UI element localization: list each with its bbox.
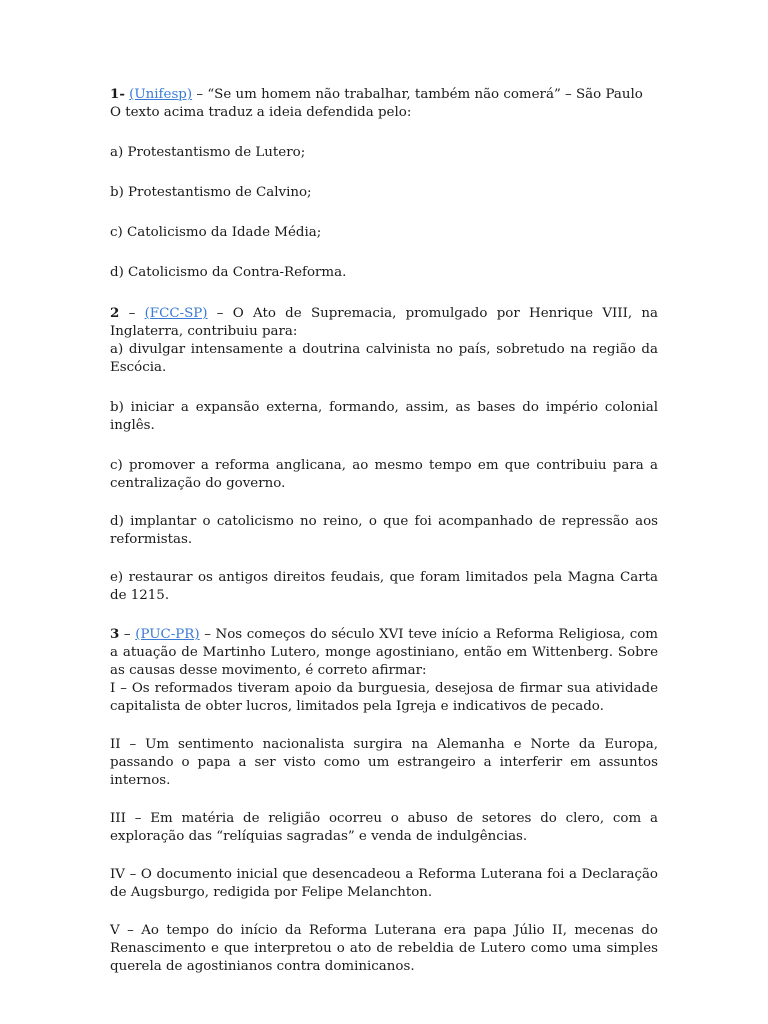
answer-option: c) Catolicismo da Idade Média;: [110, 225, 322, 240]
question-3-statement: [110, 625, 658, 680]
source-link[interactable]: (PUC-PR): [135, 627, 200, 642]
answer-option: d) Catolicismo da Contra-Reforma.: [110, 265, 347, 280]
question-quote: – “Se um homem não trabalhar, também não comerá” – São Paulo: [192, 87, 643, 102]
question-statement-text: – O Ato de Supremacia, promulgado por Henrique VIII, na Inglaterra, contribuiu para:: [110, 306, 658, 339]
answer-option: d) implantar o catolicismo no reino, o que foi acompanhado de repressão aos reformistas.: [110, 514, 658, 547]
dash-separator: –: [119, 306, 145, 321]
question-number: 3: [110, 626, 120, 642]
answer-option: a) divulgar intensamente a doutrina calvinista no país, sobretudo na região da Escócia.: [110, 342, 658, 375]
answer-option: b) Protestantismo de Calvino;: [110, 185, 312, 200]
question-number: 2: [110, 305, 120, 321]
question-number: 1-: [110, 86, 125, 102]
source-link[interactable]: (FCC-SP): [144, 306, 208, 321]
question-1-header: [110, 85, 658, 104]
answer-option: c) promover a reforma anglicana, ao mesmo tempo em que contribuiu para a centralização do governo.: [110, 458, 658, 491]
answer-option: e) restaurar os antigos direitos feudais, que foram limitados pela Magna Carta de 1215.: [110, 570, 658, 603]
answer-option: b) iniciar a expansão externa, formando, assim, as bases do império colonial inglês.: [110, 400, 658, 433]
dash-separator: –: [119, 627, 136, 642]
statement-item: I – Os reformados tiveram apoio da burguesia, desejosa de firmar sua atividade capitalista de obter lucros, limitados pela Igreja e indicativos de pecado.: [110, 681, 658, 714]
question-prompt: O texto acima traduz a ideia defendida pelo:: [110, 105, 412, 120]
statement-item: IV – O documento inicial que desencadeou a Reforma Luterana foi a Declaração de Augsburgo, redigida por Felipe Melanchton.: [110, 867, 658, 900]
document-page: [110, 85, 658, 976]
statement-item: III – Em matéria de religião ocorreu o abuso de setores do clero, com a exploração das “relíquias sagradas” e venda de indulgências.: [110, 811, 658, 844]
source-link[interactable]: (Unifesp): [129, 87, 193, 102]
question-2-statement: [110, 304, 658, 341]
statement-item: V – Ao tempo do início da Reforma Luterana era papa Júlio II, mecenas do Renascimento e que interpretou o ato de rebeldia de Lutero como uma simples querela de agostinianos contra dominicanos.: [110, 923, 658, 974]
answer-option: a) Protestantismo de Lutero;: [110, 145, 306, 160]
statement-item: II – Um sentimento nacionalista surgira na Alemanha e Norte da Europa, passando o papa a ser visto como um estrangeiro a interferir em assuntos internos.: [110, 737, 658, 788]
question-statement-text: – Nos começos do século XVI teve início a Reforma Religiosa, com a atuação de Martinho Lutero, monge agostiniano, então em Wittenberg. Sobre as causas desse movimento, é correto afirmar:: [110, 627, 658, 678]
